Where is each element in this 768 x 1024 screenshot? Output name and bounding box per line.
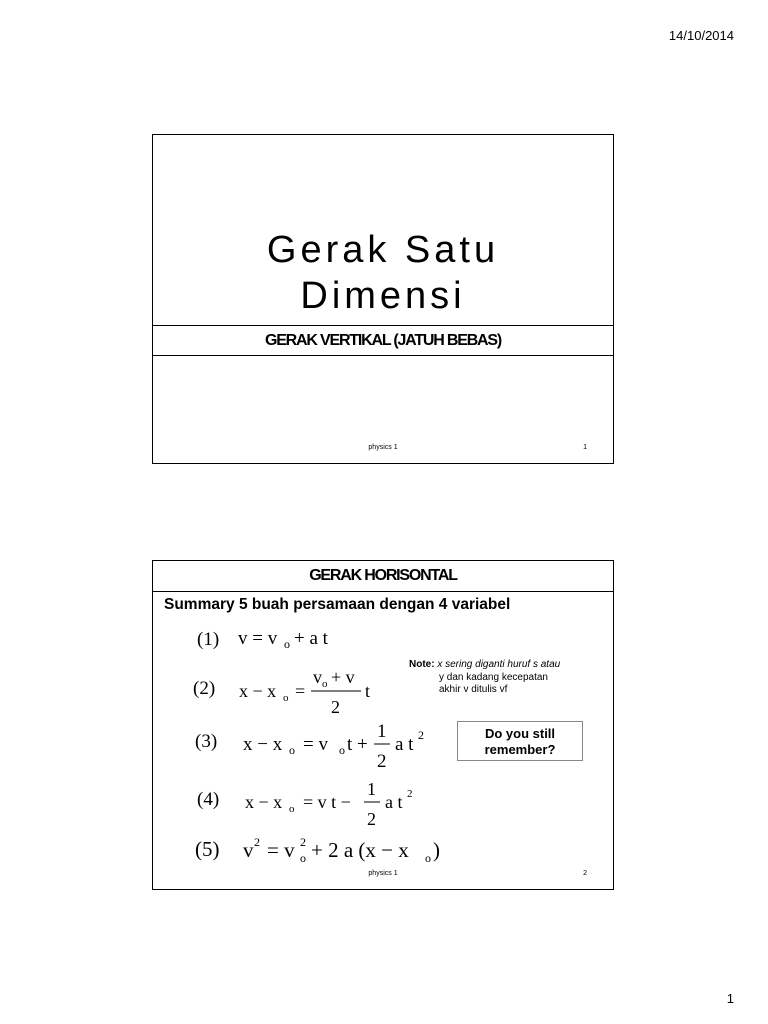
svg-text:v: v	[313, 667, 322, 687]
svg-text:= v t −: = v t −	[303, 792, 351, 812]
remember-line-2: remember?	[484, 742, 556, 757]
remember-box	[457, 721, 583, 761]
equation-2-label: (2)	[193, 678, 216, 699]
svg-text:1: 1	[367, 779, 376, 799]
slide-2	[152, 560, 614, 890]
svg-text:2: 2	[377, 751, 387, 772]
title-line-2: Dimensi	[300, 275, 466, 317]
svg-text:+ a t: + a t	[293, 628, 328, 649]
note-line-2: y dan kadang kecepatan	[439, 671, 548, 683]
svg-text:2: 2	[418, 728, 424, 742]
svg-text:=: =	[295, 681, 306, 701]
remember-line-1: Do you still	[484, 726, 556, 741]
svg-text:= v: = v	[267, 838, 295, 862]
slide-1-footer-number: 1	[583, 444, 587, 451]
svg-text:= v: = v	[303, 734, 328, 755]
equation-3-label: (3)	[195, 731, 218, 752]
svg-text:o: o	[289, 743, 295, 757]
slide-2-footer-number: 2	[583, 870, 587, 877]
svg-text:x − x: x − x	[239, 681, 277, 701]
svg-text:x − x: x − x	[243, 734, 283, 755]
slide-2-heading: GERAK HORISONTAL	[153, 561, 613, 592]
svg-text:2: 2	[407, 788, 413, 800]
svg-text:): )	[433, 838, 440, 862]
note	[409, 659, 599, 697]
slide-1	[152, 134, 614, 464]
svg-text:a t: a t	[385, 792, 403, 812]
slide-2-footer-label: physics 1	[368, 870, 398, 877]
svg-text:t: t	[365, 681, 371, 701]
slide-1-title	[153, 227, 613, 319]
equation-4-label: (4)	[197, 789, 220, 810]
note-line-3: akhir v ditulis vf	[439, 684, 508, 695]
page-number: 1	[726, 991, 734, 1006]
svg-text:v: v	[243, 838, 254, 862]
slide-2-summary: Summary 5 buah persamaan dengan 4 variabel	[164, 596, 511, 613]
slide-1-subtitle: GERAK VERTIKAL (JATUH BEBAS)	[153, 325, 613, 356]
svg-text:2: 2	[331, 697, 340, 717]
page-date: 14/10/2014	[668, 28, 734, 43]
svg-text:a t: a t	[395, 734, 414, 755]
svg-text:o: o	[283, 637, 290, 651]
svg-text:2: 2	[367, 809, 376, 829]
svg-text:o: o	[300, 851, 306, 865]
note-label: Note:	[409, 659, 435, 670]
svg-text:1: 1	[377, 721, 387, 742]
svg-text:t +: t +	[347, 734, 368, 755]
svg-text:2: 2	[254, 835, 260, 849]
equation-1	[197, 625, 378, 651]
svg-text:x − x: x − x	[245, 792, 283, 812]
svg-text:2: 2	[300, 835, 306, 849]
equation-4-formula	[245, 779, 465, 837]
svg-text:o: o	[339, 743, 345, 757]
equation-1-label: (1)	[197, 629, 220, 650]
equation-3-formula	[243, 717, 463, 779]
svg-text:+ v: + v	[331, 667, 355, 687]
slide-1-footer-label: physics 1	[368, 444, 398, 451]
svg-text:v = v: v = v	[237, 628, 278, 649]
equation-5-label: (5)	[195, 837, 220, 861]
title-line-1: Gerak Satu	[266, 229, 500, 271]
note-line-1: x sering diganti huruf s atau	[437, 659, 561, 670]
equation-5-formula	[243, 833, 463, 867]
svg-text:o: o	[425, 851, 431, 865]
svg-text:+ 2 a (x − x: + 2 a (x − x	[311, 838, 409, 862]
svg-text:o: o	[283, 692, 289, 704]
equation-1-formula	[238, 625, 378, 651]
svg-text:o: o	[322, 678, 328, 690]
svg-text:o: o	[289, 803, 295, 815]
